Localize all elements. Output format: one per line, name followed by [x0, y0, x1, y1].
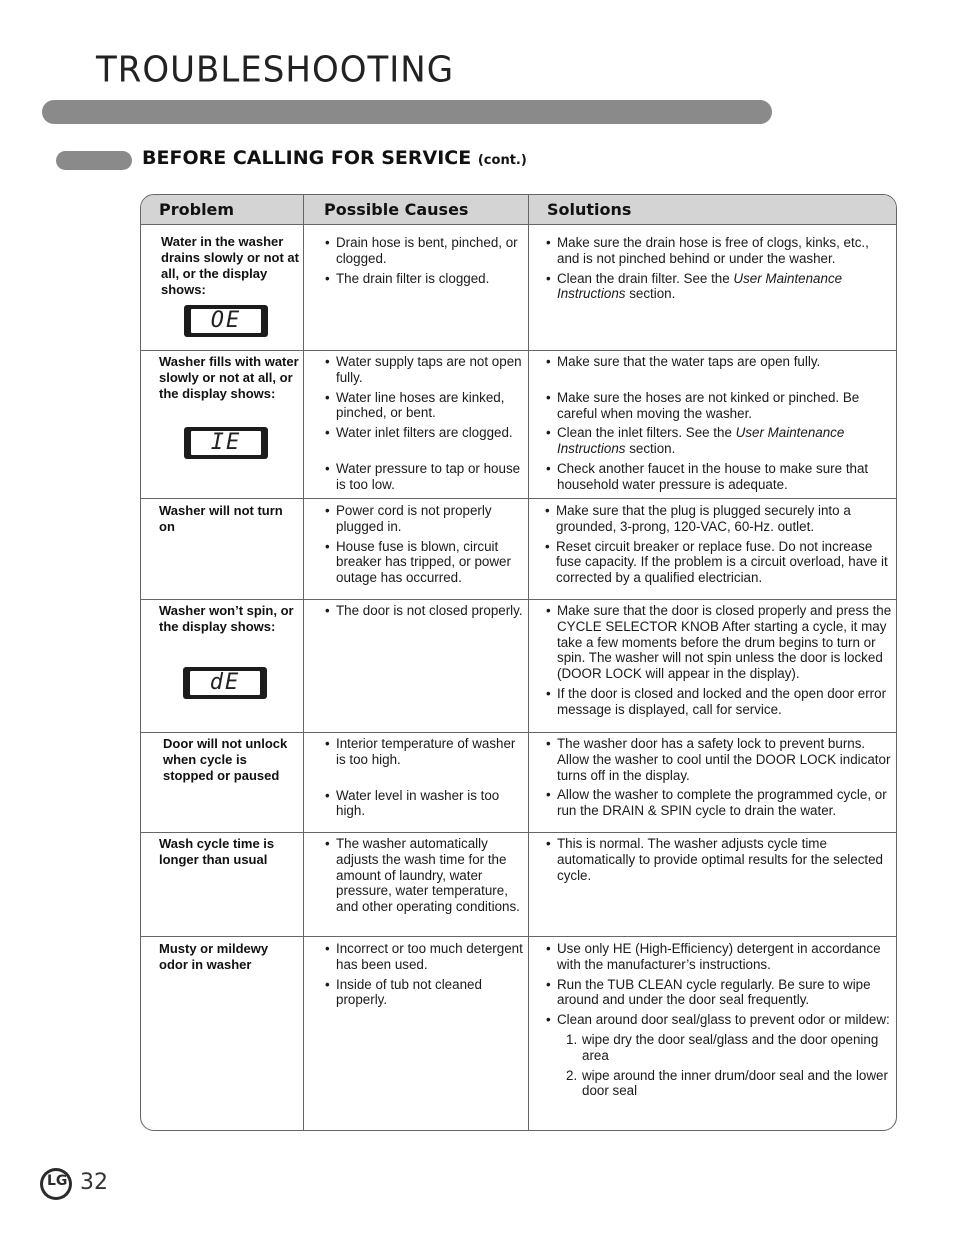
cause-item: • Water level in washer is too high. [325, 788, 523, 820]
solution-text-emphasis: User Maintenance Instructions [557, 425, 845, 457]
solution-item: • The washer door has a safety lock to prevent burns. Allow the washer to cool until the DOOR LOCK indicator turns off in the display. [546, 736, 894, 783]
solutions-list [546, 941, 892, 1103]
solution-item [546, 425, 892, 457]
cause-item: • House fuse is blown, circuit breaker has tripped, or power outage has occurred. [325, 539, 523, 586]
problem-text: Washer won’t spin, or the display shows: [159, 603, 294, 634]
cause-item: • Interior temperature of washer is too high. [325, 736, 523, 768]
causes-list [325, 836, 523, 919]
cause-item: • Water line hoses are kinked, pinched, or bent. [325, 390, 523, 422]
causes-list [325, 503, 523, 590]
solution-item: • Clean around door seal/glass to prevent odor or mildew: [546, 1012, 892, 1028]
causes-list [325, 603, 523, 623]
solution-item: • Make sure that the door is closed properly and press the CYCLE SELECTOR KNOB After starting a cycle, it may take a few moments before the drum begins to turn or spin. The washer will not spin unless the door is locked (DOOR LOCK will appear in the display). [546, 603, 894, 682]
solutions-list [546, 235, 892, 306]
solutions-list [546, 836, 886, 887]
row-divider [141, 599, 896, 600]
cause-item: • Water supply taps are not open fully. [325, 354, 523, 386]
section-title-cont: (cont.) [477, 153, 527, 168]
row-divider [141, 936, 896, 937]
row-divider [141, 498, 896, 499]
display-code: dE [190, 671, 260, 695]
section-title-text: BEFORE CALLING FOR SERVICE [142, 147, 472, 169]
display-code: IE [191, 431, 261, 455]
solution-item: • Make sure the hoses are not kinked or pinched. Be careful when moving the washer. [546, 390, 892, 422]
solution-item: • Allow the washer to complete the programmed cycle, or run the DRAIN & SPIN cycle to drain the water. [546, 787, 894, 819]
problem-text: Washer fills with water slowly or not at all, or the display shows: [159, 354, 299, 401]
solution-text: Clean the drain filter. See the [557, 270, 734, 286]
step-number: 1. [566, 1031, 578, 1047]
solution-text: Clean the inlet filters. See the [557, 425, 736, 441]
cause-item: • The drain filter is clogged. [325, 271, 521, 287]
cause-item: • Inside of tub not cleaned properly. [325, 977, 523, 1009]
solution-item: • This is normal. The washer adjusts cycle time automatically to provide optimal results for the selected cycle. [546, 836, 886, 883]
display-oe-icon [184, 305, 268, 337]
row-divider [141, 350, 896, 351]
cause-item: • Power cord is not properly plugged in. [325, 503, 523, 535]
problem-text: Door will not unlock when cycle is stopped or paused [163, 736, 288, 783]
header-causes: Possible Causes [324, 200, 469, 219]
step-text: wipe around the inner drum/door seal and the lower door seal [582, 1067, 888, 1099]
cause-item: • The washer automatically adjusts the wash time for the amount of laundry, water pressure, water temperature, and other operating conditions. [325, 836, 523, 915]
solutions-list [545, 503, 891, 590]
title-bar [42, 100, 772, 124]
header-problem: Problem [159, 200, 235, 219]
display-ie-icon [184, 427, 268, 459]
troubleshooting-table [140, 194, 897, 1131]
step-item [546, 1032, 892, 1064]
step-item [546, 1068, 892, 1100]
row-divider [141, 832, 896, 833]
problem-text: Wash cycle time is longer than usual [159, 836, 275, 867]
solution-text: section. [625, 286, 676, 302]
solution-item: • Make sure that the water taps are open fully. [546, 354, 892, 370]
solution-item: • If the door is closed and locked and the open door error message is displayed, call for service. [546, 686, 894, 718]
causes-list [325, 235, 521, 290]
step-text: wipe dry the door seal/glass and the door opening area [582, 1031, 879, 1063]
column-divider [528, 195, 529, 1130]
display-de-icon [183, 667, 267, 699]
section-pill [56, 151, 132, 170]
display-code: OE [191, 309, 261, 333]
solution-item: • Use only HE (High-Efficiency) detergent in accordance with the manufacturer’s instructions. [546, 941, 892, 973]
step-number: 2. [566, 1067, 578, 1083]
cause-item: • Incorrect or too much detergent has been used. [325, 941, 523, 973]
problem-text: Water in the washer drains slowly or not at all, or the display shows: [161, 234, 299, 297]
cause-item: • The door is not closed properly. [325, 603, 523, 619]
causes-list [325, 736, 523, 823]
column-divider [303, 195, 304, 1130]
solution-item [546, 271, 892, 303]
lg-logo-icon [40, 1168, 72, 1200]
solution-item: • Reset circuit breaker or replace fuse. Do not increase fuse capacity. If the problem is a circuit overload, have it corrected by a qualified electrician. [545, 539, 891, 586]
problem-text: Musty or mildewy odor in washer [159, 941, 269, 972]
page-title: TROUBLESHOOTING [96, 49, 455, 91]
solution-item: • Check another faucet in the house to make sure that household water pressure is adequate. [546, 461, 892, 493]
table-header [141, 195, 896, 225]
section-title [142, 147, 527, 169]
solutions-list [546, 354, 892, 497]
cause-item: • Drain hose is bent, pinched, or clogged. [325, 235, 521, 267]
row-divider [141, 732, 896, 733]
header-solutions: Solutions [547, 200, 632, 219]
causes-list [325, 354, 523, 497]
solution-item: • Make sure that the plug is plugged securely into a grounded, 3-prong, 120-VAC, 60-Hz. outlet. [545, 503, 891, 535]
solutions-list [546, 736, 894, 823]
solution-item: • Make sure the drain hose is free of clogs, kinks, etc., and is not pinched behind or under the washer. [546, 235, 892, 267]
problem-text: Washer will not turn on [159, 503, 283, 534]
cause-item: • Water inlet filters are clogged. [325, 425, 523, 441]
lg-logo-text: LG [47, 1173, 68, 1189]
cause-item: • Water pressure to tap or house is too low. [325, 461, 523, 493]
solutions-list [546, 603, 894, 722]
page-number: 32 [80, 1170, 108, 1195]
solution-text: section. [625, 441, 676, 457]
solution-text-emphasis: User Maintenance Instructions [557, 270, 843, 302]
causes-list [325, 941, 523, 1012]
solution-item: • Run the TUB CLEAN cycle regularly. Be sure to wipe around and under the door seal frequently. [546, 977, 892, 1009]
